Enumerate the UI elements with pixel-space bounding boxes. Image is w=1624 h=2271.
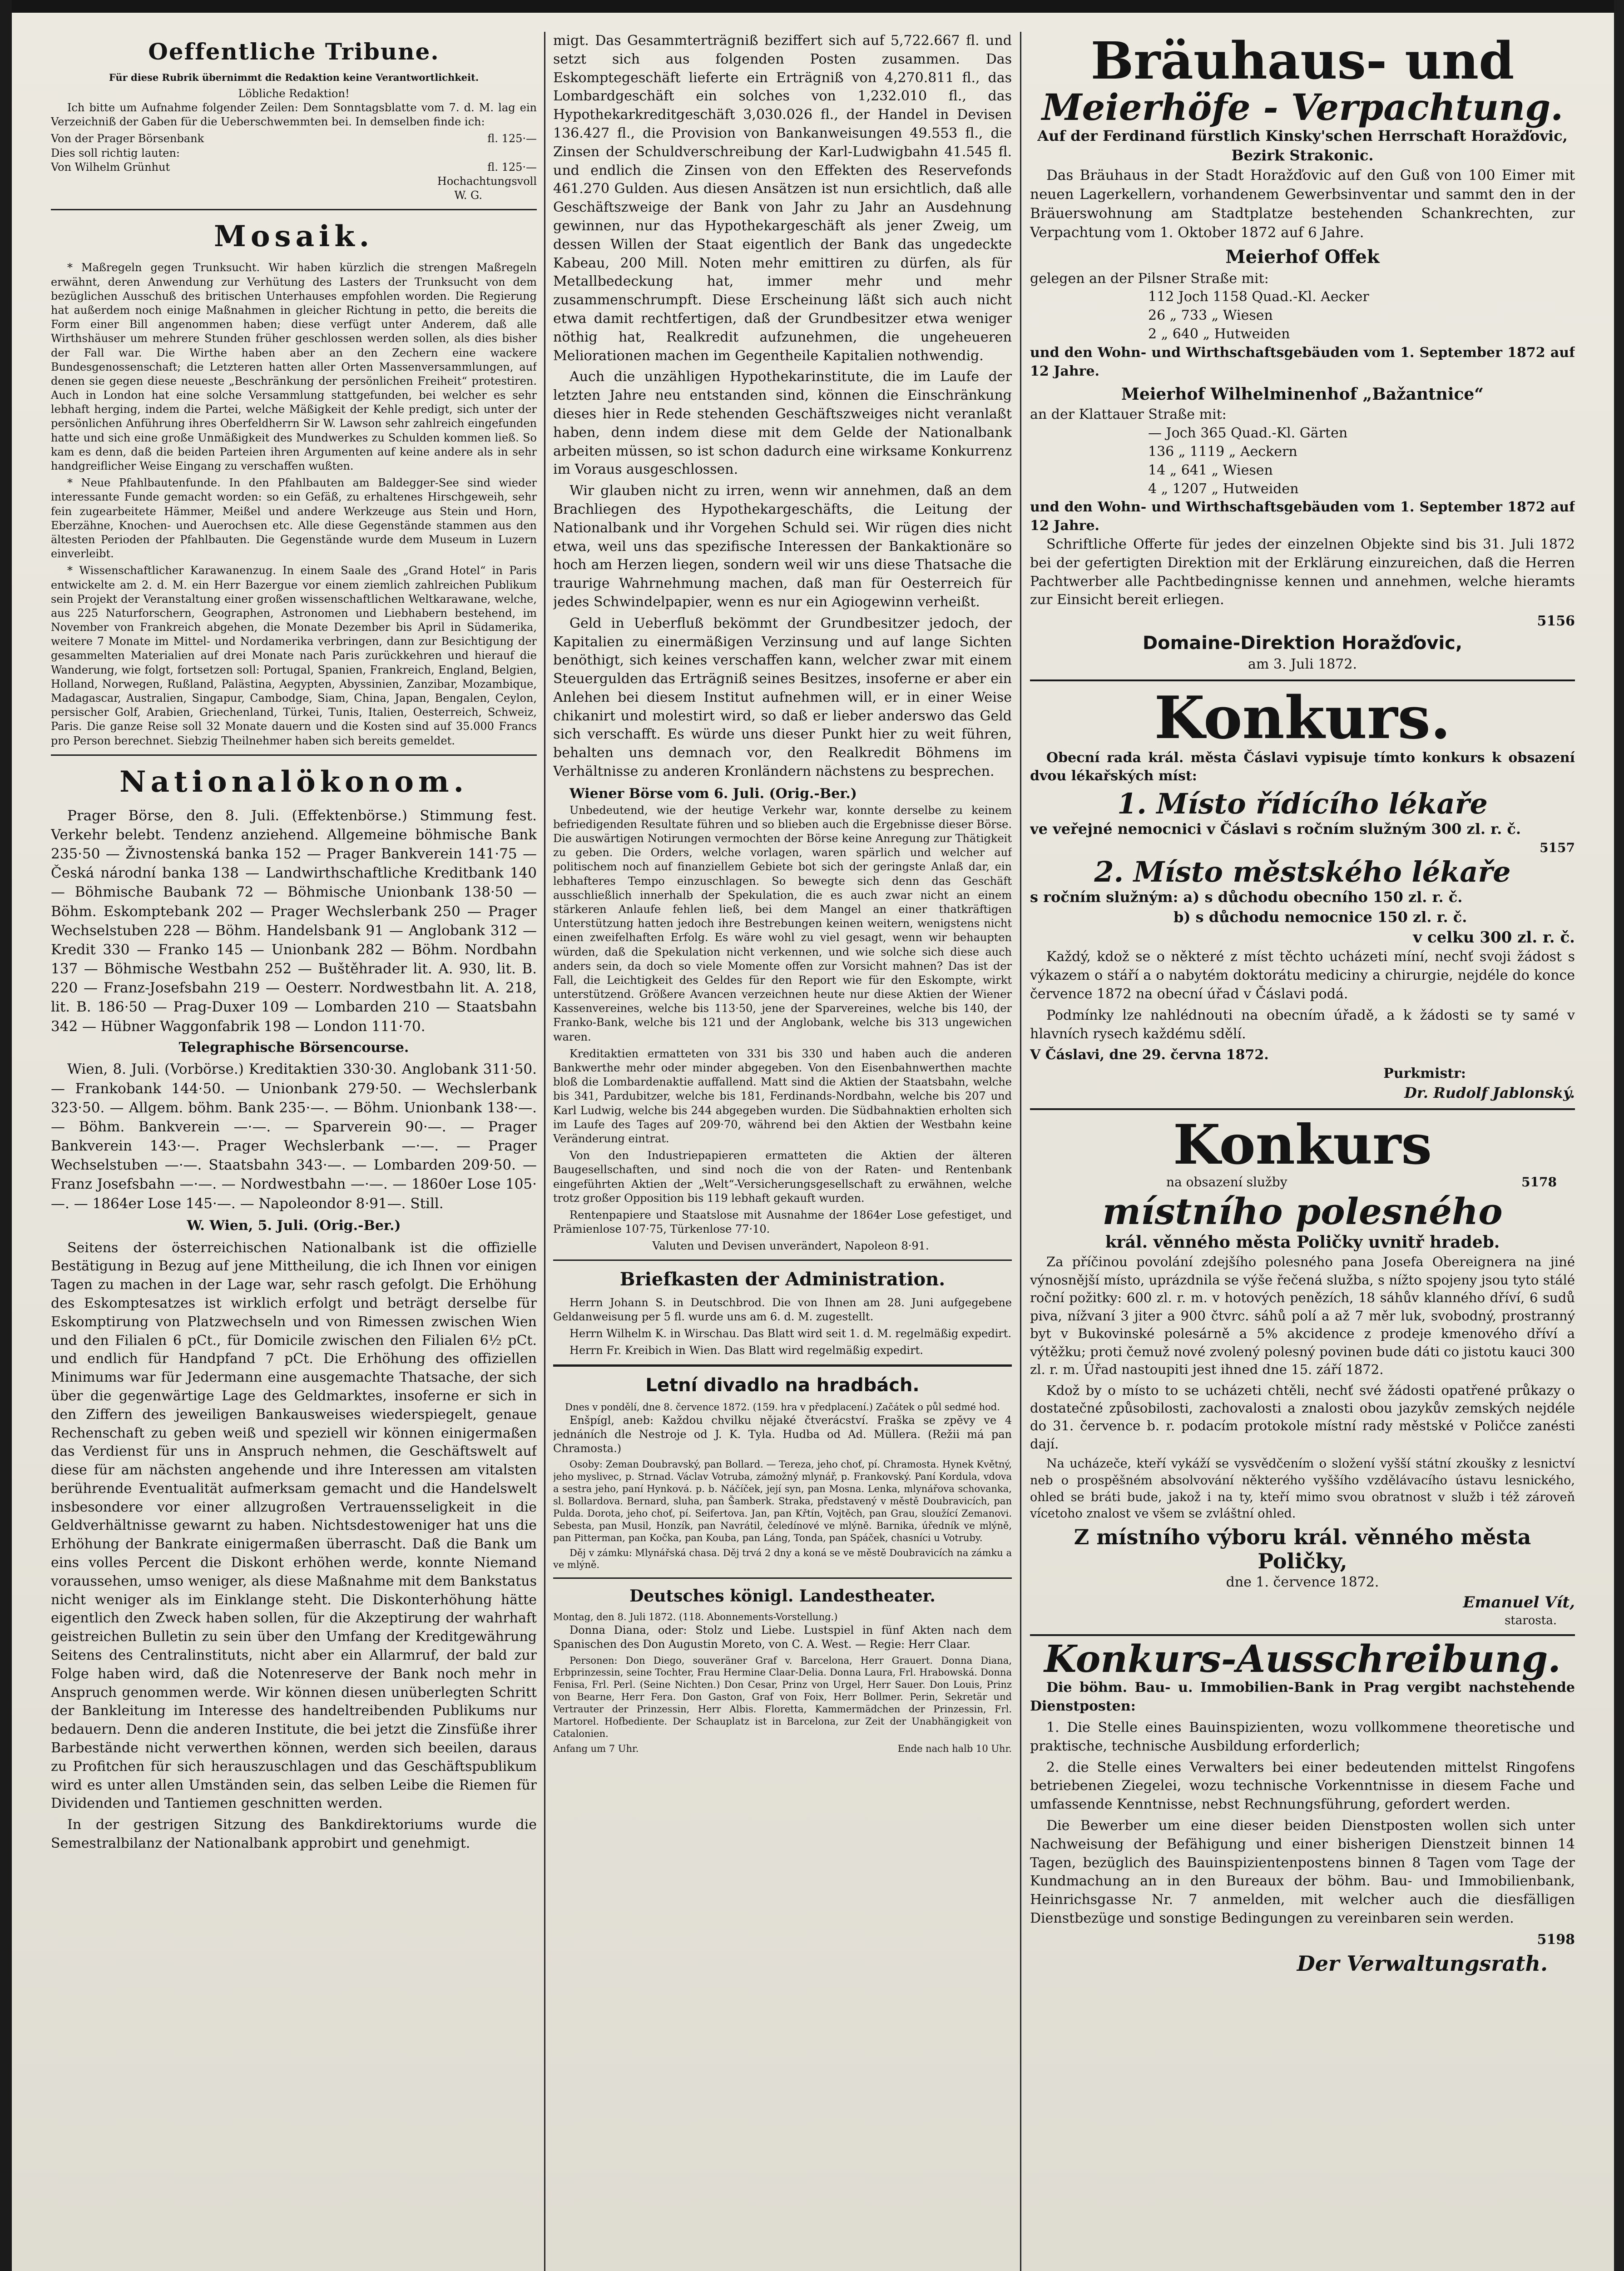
brau-meierhof-1-row: 26 „ 733 „ Wiesen	[1148, 307, 1273, 324]
konkurs-1-number: 5157	[1540, 840, 1575, 855]
konkurs-2-place: král. věnného města Poličky uvnitř hradeb.	[1105, 1232, 1500, 1252]
ad-brauhaus	[1030, 32, 1575, 681]
konkurs-1-body: Každý, kdož se o některé z míst těchto ucházeti míní, nechť svoji žádost s výkazem o stáří a o nabytém doktorátu mediciny a chirurgie, nejdéle do konce července 1872 na obecní úřad v Čáslavi podá.	[1030, 949, 1575, 1002]
konkurs-2-sign-head: Z místního výboru král. věnného města Poličky,	[1074, 1525, 1531, 1574]
brau-meierhof-2-row: 14 „ 641 „ Wiesen	[1148, 462, 1273, 478]
brau-meierhof-2-row: — Joch 365 Quad.-Kl. Gärten	[1148, 425, 1348, 441]
column-middle	[553, 32, 1012, 2271]
wiener-boerse-p5: Valuten und Devisen unverändert, Napoleon 8·91.	[652, 1240, 929, 1253]
tribune-initials: W. G.	[454, 189, 482, 202]
brau-meierhof-1: Meierhof Offek	[1225, 246, 1380, 268]
ausschr-intro: Die böhm. Bau- u. Immobilien-Bank in Prag vergibt nachstehende Dienstposten:	[1030, 1680, 1575, 1715]
scan-edge-right	[1614, 0, 1624, 2271]
ad-konkurs-policka	[1030, 1114, 1575, 1636]
brau-meierhof-1-row: 112 Joch 1158 Quad.-Kl. Aecker	[1148, 289, 1369, 305]
brau-title-2: Meierhöfe - Verpachtung.	[1041, 85, 1564, 129]
ausschr-sign: Der Verwaltungsrath.	[1297, 1951, 1548, 1976]
deutsches-theater-date: Montag, den 8. Juli 1872. (118. Abonnements-Vorstellung.)	[553, 1612, 838, 1623]
brau-meierhof-2-row: 136 „ 1119 „ Aeckern	[1148, 443, 1297, 460]
brau-sub: Auf der Ferdinand fürstlich Kinsky'schen Herrschaft Horažďovic, Bezirk Strakonic.	[1037, 127, 1568, 164]
brau-meierhof-2-loc: an der Klattauer Straße mit:	[1030, 407, 1227, 423]
konkurs-1-item-2-a: s ročním služným: a) s důchodu obecního 150 zl. r. č.	[1030, 888, 1463, 906]
divider	[553, 1259, 1012, 1261]
cont-p4: Geld in Ueberfluß bekömmt der Grundbesitzer jedoch, der Kapitalien zu einermäßigen Verzinsung und auf lange Sichten benöthigt, sich keines verschaffen kann, welcher zwar mit einem Steuergulden das Erträgniß seines Besitzes, insoferne er aber ein Anlehen bei diesem Institut aufnehmen will, er in einer Weise chikanirt und molestirt wird, so daß er lieber anderswo das Geld sich verschafft. Es würde uns dieser Punkt hier zu weit führen, behalten uns demnach vor, den Realkredit Böhmens im Verhältnisse zu anderen Kronländern nächstens zu besprechen.	[553, 615, 1012, 780]
konkurs-1-role: Purkmistr:	[1383, 1066, 1466, 1082]
theatre-date: Dnes v pondělí, dne 8. července 1872. (159. hra v předplacení.) Začátek o půl sedmé hod.	[565, 1402, 1000, 1413]
tribune-body: Ich bitte um Aufnahme folgender Zeilen: Dem Sonntagsblatte vom 7. d. M. lag ein Verzeichniß der Gaben für die Ueberschwemmten bei. In demselben finde ich:	[51, 101, 537, 129]
konkurs-2-big: místního polesného	[1102, 1190, 1503, 1233]
mosaik-item-pfahlbauten: * Neue Pfahlbautenfunde. In den Pfahlbauten am Baldegger-See sind wieder interessante Funde gemacht worden: so ein Gefäß, zu erhaltenes Hirschgeweih, sehr fein zugearbeitete Hämmer, Meißel und andere Werkzeuge aus Stein und Horn, Eberzähne, Knochen- und Auerochsen etc. Alle diese Gegenstände stammen aus den ältesten Perioden der Pfahlbauten. Die Gegenstände wurde dem Museum in Luzern einverleibt.	[51, 476, 537, 560]
deutsches-theater-end: Ende nach halb 10 Uhr.	[897, 1743, 1012, 1754]
konkurs-2-body-3: Na ucházeče, kteří vykáží se vysvědčením o složení vyšší státní zkoušky z lesnictví neb o prospěšném absolvování některého vyššího vzdělávacího ústavu lesnického, ohled se bráti bude, jakož i na ty, kteří mimo svou obratnost v služb i též zároveň vícetoho znalost ve všem se zvláštní ohled.	[1030, 1457, 1575, 1521]
mosaik-item-trunksucht: * Maßregeln gegen Trunksucht. Wir haben kürzlich die strengen Maßregeln erwähnt, deren Anwendung zur Verhütung des Lasters der Trunksucht von dem bezüglichen Ausschuß des britischen Unterhauses empfohlen worden. Die Regierung hat außerdem noch einige Maßnahmen in gleicher Richtung in petto, die bereits die Form einer Bill angenommen haben; diese verfügt unter Anderem, daß alle Wirthshäuser um mehrere Stunden früher geschlossen werden sollen, als dies bisher der Fall war. Die Wirthe haben aber an den Zechern eine wackere Bundesgenossenschaft; die Letzteren hatten aller Orten Massenversammlungen, auf denen sie gegen diese neueste „Beschränkung der persönlichen Freiheit“ protestiren. Auch in London hat eine solche Versammlung stattgefunden, bei welcher es sehr lebhaft herging, indem die Partei, welche Mäßigkeit der Kehle predigt, sich unter der persönlichen Anführung ihres Oberfeldherrn Sir W. Lawson sehr zahlreich eingefunden hatte und sich eine große Unmäßigkeit des Mundwerkes zu Schulden kommen ließ. So kam es denn, daß die beiden Parteien ihren Argumenten auf keine andere als in sehr handgreiflicher Weise Eingang zu verschaffen wußten.	[51, 261, 537, 473]
deutsches-theater-title: Deutsches königl. Landestheater.	[629, 1587, 936, 1606]
wiener-boerse-body: Unbedeutend, wie der heutige Verkehr war, konnte derselbe zu keinem befriedigenden Resultate führen und so blieben auch die Ergebnisse dieser Börse. Die auswärtigen Notirungen vermochten der Börse keine Anregung zur Thätigkeit zu geben. Die Orders, welche vorlagen, waren spärlich und welcher auf politischem noch auf finanziellem Gebiete bot sich der geringste Anlaß dar, ein lebhafteres Tempo einzuschlagen. So bewegte sich denn das Geschäft ausschließlich innerhalb der Spekulation, die es auch zwar nicht an einem stärkeren Anlaufe fehlen ließ, bei dem Mangel an einer thatkräftigen Unterstützung hatten jedoch ihre Bestrebungen keinen weitern, wenigstens nicht einen zweifelhaften Erfolg. Es wäre wohl zu viel gesagt, wenn wir behaupten würden, daß die Spekulation nicht verkennen, und wie solche sich diese auch anders sein, da doch so viele Momente offen zur Vorsicht mahnen? Das ist der Fall, die Leichtigkeit des Geldes für den Report wie für den Eskompte, wirkt unterstützend. Größere Avancen verzeichnen heute nur diese Aktien der Wiener Kassenvereines, welche bis 113·50, jene der Sparvereines, welche bis 140, der Franko-Bank, welche bis 121 und der Anglobank, welche bis 313 ungewichen waren.	[553, 803, 1012, 1043]
tribune-line-1	[51, 132, 537, 146]
wiener-boerse-p4: Rentenpapiere und Staatslose mit Ausnahme der 1864er Lose gefestiget, und Prämienlose 107·75, Türkenlose 77·10.	[553, 1208, 1012, 1236]
cont-p2: Auch die unzähligen Hypothekarinstitute, die im Laufe der letzten Jahre neu entstanden sind, können die Einschränkung dieses hier in Rede stehenden Geschäftszweiges nicht veranlaßt haben, denn indem diese mit dem Gelde der Nationalbank arbeiten müssen, so ist schon dadurch eine wirksame Konkurrenz im Voraus ausgeschlossen.	[553, 369, 1012, 478]
divider	[553, 1577, 1012, 1579]
briefkasten-title: Briefkasten der Administration.	[619, 1269, 946, 1290]
scan-edge-top	[0, 0, 1624, 13]
column-rule-2	[1020, 32, 1021, 2271]
theatre-body: Enšpígl, aneb: Každou chvilku nějaké čtverácství. Fraška se zpěvy ve 4 jednáních dle Nestroje od J. K. Tyla. Hudba od Ad. Müllera. (Režii má pan Chramosta.)	[553, 1413, 1012, 1455]
wien-5juli-tail: In der gestrigen Sitzung des Bankdirektoriums wurde die Semestralbilanz der Nationalbank approbirt und genehmigt.	[51, 1817, 537, 1852]
divider	[51, 754, 537, 756]
wiener-boerse-p2: Kreditaktien ermatteten von 331 bis 330 und haben auch die anderen Bankwerthe mehr oder minder abgegeben. Von den Eisenbahnwerthen machte bloß die Lombardenaktie auffallend. Matt sind die Aktien der Staatsbahn, welche bis 341, Pardubitzer, welche bis 181, Ferdinands-Nordbahn, welche bis 207 und Karl Ludwig, welche bis 244 abgegeben wurden. Die Südbahnaktien erholten sich im Laufe des Tages auf 209·70, während bei den Aktien der Westbahn keine Veränderung eintrat.	[553, 1047, 1012, 1145]
brau-meierhof-1-tail: und den Wohn- und Wirthschaftsgebäuden vom 1. September 1872 auf 12 Jahre.	[1030, 344, 1575, 379]
oekonom-title: Nationalökonom.	[119, 764, 468, 799]
briefkasten-item-3: Herrn Fr. Kreibich in Wien. Das Blatt wird regelmäßig expedirt.	[569, 1344, 923, 1357]
scan-edge-left	[0, 0, 12, 2271]
tribune-line-2: Dies soll richtig lauten:	[51, 146, 180, 159]
tribune-closing: Hochachtungsvoll	[437, 175, 537, 188]
konkurs-1-item-2-total: v celku 300 zl. r. č.	[1413, 928, 1575, 947]
cont-p3: Wir glauben nicht zu irren, wenn wir annehmen, daß an dem Brachliegen des Hypothekargeschäfts, die Leitung der Nationalbank und ihr Vorgehen Schuld sei. Wir rügen dies nicht etwa, weil uns das spezifische Interessen der Bankaktionäre so hoch am Herzen liegen, sondern weil wir uns diese Thatsache die traurige Wahrnehmung machen, daß man für Oesterreich für jedes Schwindelpapier, wenn es nur ein Agiogewinn verheißt.	[553, 483, 1012, 610]
tribune-line-3	[51, 160, 537, 174]
wien-boerse: Wien, 8. Juli. (Vorbörse.) Kreditaktien 330·30. Anglobank 311·50. — Frankobank 144·50. — Unionbank 279·50. — Wechslerbank 323·50. — Allgem. böhm. Bank 235·—. — Böhm. Unionbank 138·—. — Böhm. Bankverein —·—. — Sparverein 90·—. — Prager Bankverein 143·—. Prager Wechslerbank —·—. — Prager Wechselstuben —·—. Staatsbahn 343·—. — Lombarden 209·50. — Franz Josefsbahn —·—. — Nordwestbahn —·—. — 1860er Lose 105·—. — 1864er Lose 145·—. — Napoleondor 8·91—. Still.	[51, 1061, 537, 1212]
wiener-boerse-head: Wiener Börse vom 6. Juli. (Orig.-Ber.)	[569, 785, 857, 802]
briefkasten-item-2: Herrn Wilhelm K. in Wirschau. Das Blatt wird seit 1. d. M. regelmäßig expedirt.	[569, 1327, 1012, 1340]
column-rule-1	[544, 32, 545, 2271]
cont-body: migt. Das Gesammterträgniß beziffert sich auf 5,722.667 fl. und setzt sich aus folgenden Posten zusammen. Das Eskomptegeschäft lieferte ein Erträgniß von 4,270.811 fl., das Lombardgeschäft ein solches von 1,232.010 fl., das Hypothekarkreditgeschäft 3,030.026 fl., der Handel in Devisen 136.427 fl., die Provision von Bankanweisungen 49.553 fl., die Zinsen der Schuldverschreibung der Karl-Ludwigbahn 41.545 fl. und endlich die Zinsen von den Effekten des Reservefonds 461.270 Gulden. Aus diesen Ansätzen ist nun ersichtlich, daß alle Geschäftszweige der Bank von Jahr zu Jahr an Ausdehnung gewinnen, nur das Hypothekargeschäft als jener Zweig, um dessen Willen der Staat eigentlich der Bank das ungedeckte Kabeau, 200 Mill. Noten mehr emittiren zu dürfen, als für Metallbedeckung hat, immer mehr und mehr zusammenschrumpft. Diese Erscheinung läßt sich auch nicht etwa damit rechtfertigen, daß der Grundbesitzer etwa weniger nöthig hat, Realkredit aufzunehmen, die ungeheueren Meliorationen machen im Gegentheile Kapitalien nothwendig.	[553, 33, 1012, 364]
brau-body: Das Bräuhaus in der Stadt Horažďovic auf den Guß von 100 Eimer mit neuen Lagerkellern, vorhandenem Gewerbsinventar und sammt den in der Bräuerswohnung am Stadtplatze bestehenden Schankrechten, zur Verpachtung vom 1. Oktober 1872 auf 6 Jahre.	[1030, 167, 1575, 241]
deutsches-theater-times	[553, 1743, 1012, 1755]
deutsches-theater-start: Anfang um 7 Uhr.	[553, 1743, 639, 1754]
theatre-scene: Děj v zámku: Mlynářská chasa. Děj trvá 2 dny a koná se ve městě Doubravicích na zámku a ve mlýně.	[553, 1547, 1012, 1571]
konkurs-1-title: Konkurs.	[1154, 684, 1451, 753]
brau-date: am 3. Juli 1872.	[1248, 656, 1357, 673]
konkurs-2-body-2: Kdož by o místo to se ucházeti chtěli, nechť své žádosti opatřené průkazy o dostatečné způsobilosti, zachovalosti a znalosti obou jazykův zemských nejdéle do 31. července b. r. podacím protokole místní rady městské v Poličce zanésti dají.	[1030, 1382, 1575, 1452]
theatre-title: Letní divadlo na hradbách.	[645, 1374, 920, 1396]
konkurs-1-intro: Obecní rada král. města Čáslavi vypisuje tímto konkurs k obsazení dvou lékařských míst:	[1030, 749, 1575, 784]
ad-konkurs-ausschreibung	[1030, 1637, 1575, 1978]
brau-meierhof-2: Meierhof Wilhelminenhof „Bažantnice“	[1121, 385, 1484, 404]
konkurs-2-body: Za příčinou povolání zdejšího polesného pana Josefa Obereignera na jiné výnosnější místo, uprázdnila se výše řečená služba, s nížto spojeny jsou tyto stálé roční požitky: 600 zl. r. m. v hotových penězích, 18 sáhův klanného dříví, 6 sudů piva, nížvaní 3 jiter a 900 čtvrc. sáhů polí a až 7 měr luk, svobodný, prostranný byt v Bukovinské polesárně a 5% akcidence z prodeje kmenového dříví a výtěžku; proti čemuž nové zvolený polesný povinen bude dáti co jistotu kauci 300 zl. r. m. Úřad nastoupiti jest ihned dne 15. září 1872.	[1030, 1254, 1575, 1378]
konkurs-2-sign: Emanuel Vít,	[1463, 1593, 1575, 1612]
deutsches-theater-cast: Personen: Don Diego, souveräner Graf v. Barcelona, Herr Grauert. Donna Diana, Erbprinzessin, seine Tochter, Frau Hermine Claar-Delia. Donna Laura, Frl. Hrabowská. Donna Fenisa, Frl. Perl. (Seine Nichten.) Don Cesar, Prinz von Urgel, Herr Sauer. Don Louis, Prinz von Bearne, Herr Fera. Don Gaston, Graf von Foix, Herr Bollmer. Perin, Sekretär und Vertrauter der Prinzessin, Herr Albis. Floretta, Kammermädchen der Prinzessin, Frl. Martorel. Hofbediente. Der Schauplatz ist in Barcelona, zur Zeit der Unabhängigkeit von Catalonien.	[553, 1655, 1012, 1739]
ausschr-number: 5198	[1537, 1931, 1575, 1948]
wien-5juli-head: W. Wien, 5. Juli. (Orig.-Ber.)	[187, 1217, 401, 1234]
konkurs-2-title: Konkurs	[1173, 1113, 1432, 1177]
ausschr-item-2: 2. die Stelle eines Verwalters bei einer bedeutenden mittelst Ringofens betriebenen Ziegelei, wozu technische Vorkenntnisse in diesem Fache und umfassende Kenntnisse, nebst Rechnungsführung, gefordert werden.	[1030, 1759, 1575, 1813]
divider	[553, 1364, 1012, 1367]
konkurs-1-item-1-body: ve veřejné nemocnici v Čáslavi s ročním služným 300 zl. r. č.	[1030, 820, 1521, 838]
mosaik-title: Mosaik.	[214, 219, 374, 254]
mosaik-item-karawanenzug: * Wissenschaftlicher Karawanenzug. In einem Saale des „Grand Hotel“ in Paris entwickelte am 2. d. M. ein Herr Bazergue vor einem ziemlich zahlreichen Publikum sein Projekt der Veranstaltung einer großen wissenschaftlichen Weltkarawane, welche, aus 225 Naturforschern, Geographen, Astronomen und Liebhabern bestehend, im November von Frankreich abgehen, die Monate Dezember bis April in Südamerika, weitere 7 Monate im Mittel- und Nordamerika verbringen, dann zur Besichtigung der gesammelten Materialien auf drei Monate nach Paris zurückkehren und hierauf die Wanderung, wie folgt, fortsetzen soll: Portugal, Spanien, Frankreich, England, Belgien, Holland, Norwegen, Rußland, Palästina, Aegypten, Abyssinien, Zanzibar, Mozambique, Madagascar, Australien, Singapur, Cambodge, Siam, China, Japan, Bengalen, Ceylon, persischer Golf, Arabien, Griechenland, Türkei, Tunis, Italien, Oesterreich, Schweiz, Paris. Die ganze Reise soll 32 Monate dauern und die Kosten sind auf 35.000 Francs pro Person berechnet. Siebzig Theilnehmer haben sich bereits gemeldet.	[51, 564, 537, 747]
brau-sign: Domaine-Direktion Horažďovic,	[1142, 632, 1463, 654]
tribune-title: Oeffentliche Tribune.	[148, 38, 440, 65]
ausschr-body: Die Bewerber um eine dieser beiden Dienstposten wollen sich unter Nachweisung der Befähigung und einer bisherigen Dienstzeit binnen 14 Tagen, bezüglich des Bauinspizientenpostens binnen 8 Tagen vom Tage der Kundmachung an in den Bureaux der böhm. Bau- und Immobilienbank, Heinrichsgasse Nr. 7 anmelden, mit welcher auch die diesfälligen Dienstbezüge und sonstige Bedingungen zu vereinbaren sein werden.	[1030, 1818, 1575, 1926]
brau-number: 5156	[1537, 613, 1575, 630]
brau-meierhof-2-row: 4 „ 1207 „ Hutweiden	[1148, 481, 1299, 497]
konkurs-1-item-2: 2. Místo městského lékaře	[1094, 855, 1511, 888]
konkurs-2-number: 5178	[1521, 1175, 1557, 1190]
konkurs-1-item-1: 1. Místo řídícího lékaře	[1117, 787, 1488, 821]
ad-konkurs-caslav	[1030, 685, 1575, 1110]
konkurs-2-role: starosta.	[1505, 1613, 1557, 1627]
ausschr-title: Konkurs-Ausschreibung.	[1044, 1637, 1561, 1681]
deutsches-theater-body: Donna Diana, oder: Stolz und Liebe. Lustspiel in fünf Akten nach dem Spanischen des Don Augustin Moreto, von C. A. West. — Regie: Herr Claar.	[553, 1624, 1012, 1651]
wiener-boerse-p3: Von den Industriepapieren ermatteten die Aktien der älteren Baugesellschaften, und sind noch die von der Raten- und Rentenbank eingeführten Aktien der „Welt“-Versicherungsgesellschaft zu erwähnen, welche trotz großer Opposition bis 119 lebhaft gekauft wurden.	[553, 1149, 1012, 1205]
briefkasten-item-1: Herrn Johann S. in Deutschbrod. Die von Ihnen am 28. Juni aufgegebene Geldanweisung per 5 fl. wurde uns am 6. d. M. zugestellt.	[553, 1296, 1012, 1324]
divider	[51, 209, 537, 210]
konkurs-2-sub: na obsazení služby	[1166, 1175, 1287, 1190]
brau-title-1: Bräuhaus- und	[1090, 32, 1515, 91]
tribune-note: Für diese Rubrik übernimmt die Redaktion keine Verantwortlichkeit.	[109, 72, 479, 83]
tribune-line-1-label: Von der Prager Börsenbank	[51, 132, 204, 145]
brau-meierhof-2-tail: und den Wohn- und Wirthschaftsgebäuden vom 1. September 1872 auf 12 Jahre.	[1030, 499, 1575, 534]
konkurs-1-body-2: Podmínky lze nahlédnouti na obecním úřadě, a k žádosti se ty samé v hlavních rysech každému sdělí.	[1030, 1007, 1575, 1042]
konkurs-2-date: dne 1. července 1872.	[1226, 1574, 1379, 1590]
prager-boerse: Prager Börse, den 8. Juli. (Effektenbörse.) Stimmung fest. Verkehr belebt. Tendenz anziehend. Allgemeine böhmische Bank 235·50 — Živnostenská banka 152 — Prager Bankverein 141·75 — Česká národní banka 138 — Landwirthschaftliche Kreditbank 140 — Böhmische Baubank 72 — Böhmische Unionbank 138·50 — Böhm. Eskomptebank 202 — Prager Wechslerbank 250 — Prager Wechselstuben 228 — Böhm. Handelsbank 91 — Anglobank 312 — Kredit 330 — Franko 145 — Unionbank 282 — Böhm. Nordbahn 137 — Böhmische Westbahn 252 — Buštěhrader lit. A. 930, lit. B. 220 — Franz-Josefsbahn 219 — Oesterr. Nordwestbahn lit. A. 218, lit. B. 186·50 — Prag-Duxer 109 — Lombarden 210 — Staatsbahn 342 — Hübner Waggonfabrik 198 — London 111·70.	[51, 807, 537, 1035]
brau-meierhof-1-row: 2 „ 640 „ Hutweiden	[1148, 326, 1290, 342]
column-left	[51, 32, 537, 2271]
ausschr-item-1: 1. Die Stelle eines Bauinspizienten, wozu vollkommene theoretische und praktische, technische Ausbildung erforderlich;	[1030, 1720, 1575, 1754]
brau-meierhof-1-loc: gelegen an der Pilsner Straße mit:	[1030, 270, 1269, 287]
konkurs-1-item-2-b: b) s důchodu nemocnice 150 zl. r. č.	[1173, 908, 1467, 926]
konkurs-1-sign: Dr. Rudolf Jablonský.	[1404, 1084, 1575, 1101]
tribune-line-3-label: Von Wilhelm Grünhut	[51, 160, 170, 174]
wien-5juli-body: Seitens der österreichischen Nationalbank ist die offizielle Bestätigung in Bezug auf jene Mittheilung, die ich Ihnen vor einigen Tagen zu machen in der Lage war, sehr rasch gefolgt. Die Erhöhung des Eskomptesatzes ist wirklich erfolgt und beträgt derselbe für Eskomptirung von Platzwechseln und von Rimessen zwischen Wien und den Filialen 6 pCt., für Domicile zwischen den Filialen 6½ pCt. und endlich für Handpfand 7 pCt. Die Erhöhung des offiziellen Minimums war für Jedermann eine ausgemachte Thatsache, der sich über die gegenwärtige Lage des Geldmarktes, insoferne er sich in den Ziffern des jeweiligen Bankausweises wiederspiegelt, genaue Rechenschaft zu geben weiß und speziell wir können einigermaßen das Verdienst für uns in Anspruch nehmen, die Geschäftswelt auf diese für am nächsten angehende und ihre Interessen am vitalsten berührende Eventualität aufmerksam gemacht und die Handelswelt insbesondere vor einer allzugroßen Vertrauensseligkeit in die Geldverhältnisse gewarnt zu haben. Nichtsdestoweniger hat uns die Erhöhung der Bankrate einigermaßen überrascht. Daß die Bank um eins volles Percent die Diskont erhöhen werde, konnte Niemand voraussehen, umso weniger, als diese Maßnahme mit dem Bankstatus nicht weniger als im Einklange steht. Die Diskonterhöhung hätte eigentlich den Zweck haben sollen, für die Akzeptirung der wahrhaft geistreichen Bulletin zu sein über den Umfang der Kreditgewährung Seitens des Centralinstituts, nicht aber ein Allarmruf, der bald zur Folge haben wird, daß die Notenreserve der Bank noch mehr in Anspruch genommen werde. Wir können diesen unüberlegten Schritt der Bankleitung im Interesse des handeltreibenden Publikums nur bedauern. Denn die anderen Institute, die bei jetzt die Zinsfüße ihrer Barbestände nicht verwerthen können, werden sich beeilen, daraus zu Profitchen für sich herauszuschlagen und das Geschäftspublikum wird es unter allen Umständen sein, das selben Leibe die Riemen für Dividenden und Tantiemen geschnitten werden.	[51, 1240, 537, 1812]
column-right	[1030, 32, 1575, 2271]
brau-body-2: Schriftliche Offerte für jedes der einzelnen Objekte sind bis 31. Juli 1872 bei der gefertigten Direktion mit der Erklärung einzureichen, daß die Herren Pachtwerber alle Pachtbedingnisse kennen und annehmen, welche hieramts zur Einsicht bereit erliegen.	[1030, 536, 1575, 608]
tribune-line-3-value: fl. 125·—	[487, 160, 537, 174]
telegraph-title: Telegraphische Börsencourse.	[178, 1039, 409, 1056]
theatre-cast: Osoby: Zeman Doubravský, pan Bollard. — Tereza, jeho choť, pí. Chramosta. Hynek Květný, jeho myslivec, p. Strnad. Václav Votruba, zámožný mlynář, p. Frankovský. Paní Kordula, vdova a sestra jeho, paní Hynková. p. b. Náčíček, její syn, pan Mosna. Lenka, mlynářova schovanka, sl. Bollardova. Bernard, sluha, pan Šamberk. Straka, představený v městě Doubravicích, pan Pulda. Dorota, jeho choť, pí. Seifertova. Jan, pan Křtín, Vojtěch, pan Grau, sloužící Zemanovi. Sebesta, pan Musil, Honzík, pan Navrátil, čeledínové ve mlýně. Barnika, úředník ve mlýně, pan Pitterman, pan Kočka, pan Kouba, pan Láng, Tonda, pan Spáček, chasníci u Votruby.	[553, 1459, 1012, 1543]
tribune-line-1-value: fl. 125·—	[487, 132, 537, 145]
konkurs-1-place: V Čáslavi, dne 29. června 1872.	[1030, 1047, 1269, 1063]
tribune-salutation: Löbliche Redaktion!	[238, 87, 350, 100]
